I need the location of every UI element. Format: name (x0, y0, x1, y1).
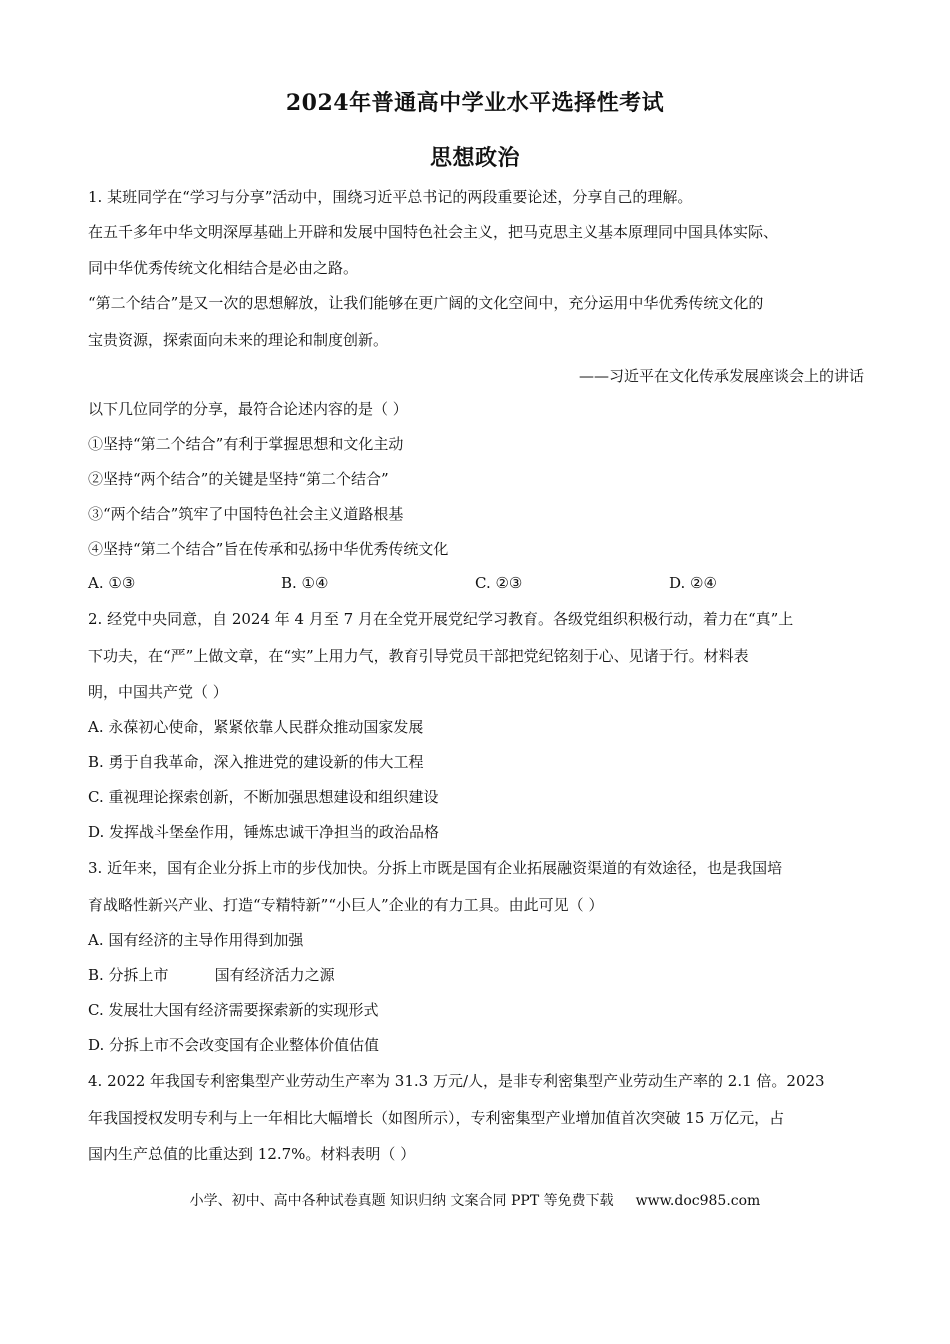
page-footer (0, 1190, 950, 1210)
q1-item-2: ②坚持“两个结合”的关键是坚持“第二个结合” (88, 470, 389, 488)
q3-option-b[interactable] (88, 964, 868, 986)
q3-option-b-part1: B. 分拆上市 (88, 966, 169, 984)
q3-option-d[interactable]: D. 分拆上市不会改变国有企业整体价值估值 (88, 1036, 380, 1054)
q4-line3: 国内生产总值的比重达到 12.7%。材料表明（ ） (88, 1145, 416, 1163)
q4-line1: 4. 2022 年我国专利密集型产业劳动生产率为 31.3 万元/人，是非专利密集型产业劳动生产率的 2.1 倍。2023 (88, 1072, 825, 1090)
q2-option-a[interactable]: A. 永葆初心使命，紧紧依靠人民群众推动国家发展 (88, 718, 424, 736)
q3-option-c[interactable]: C. 发展壮大国有经济需要探索新的实现形式 (88, 1001, 379, 1019)
q1-quote2-line1: “第二个结合”是又一次的思想解放，让我们能够在更广阔的文化空间中，充分运用中华优秀传统文化的 (88, 294, 764, 312)
q2-option-b[interactable]: B. 勇于自我革命，深入推进党的建设新的伟大工程 (88, 753, 424, 771)
q1-item-1: ①坚持“第二个结合”有利于掌握思想和文化主动 (88, 435, 404, 453)
footer-url[interactable]: www.doc985.com (635, 1193, 761, 1209)
subject-title: 思想政治 (429, 145, 520, 171)
q1-quote1-line1: 在五千多年中华文明深厚基础上开辟和发展中国特色社会主义，把马克思主义基本原理同中国具体实际、 (88, 223, 779, 241)
q1-option-a[interactable]: A. ①③ (88, 574, 136, 592)
q1-stem: 1. 某班同学在“学习与分享”活动中，围绕习近平总书记的两段重要论述，分享自己的理解。 (88, 188, 693, 206)
q1-item-3: ③“两个结合”筑牢了中国特色社会主义道路根基 (88, 505, 404, 523)
q2-option-d[interactable]: D. 发挥战斗堡垒作用，锤炼忠诚干净担当的政治品格 (88, 823, 440, 841)
q3-line2: 育战略性新兴产业、打造“专精特新”“小巨人”企业的有力工具。由此可见（ ） (88, 896, 604, 914)
q1-quote1-line2: 同中华优秀传统文化相结合是必由之路。 (88, 259, 359, 277)
q1-ask: 以下几位同学的分享，最符合论述内容的是（ ） (88, 400, 408, 418)
q3-option-b-part2: 国有经济活力之源 (214, 966, 335, 984)
q2-line2: 下功夫，在“严”上做文章，在“实”上用力气，教育引导党员干部把党纪铭刻于心、见诸于行。材料表 (88, 647, 749, 665)
exam-title: 2024年普通高中学业水平选择性考试 (285, 90, 665, 116)
q1-option-c[interactable]: C. ②③ (475, 574, 523, 592)
q2-option-c[interactable]: C. 重视理论探索创新，不断加强思想建设和组织建设 (88, 788, 439, 806)
q3-line1: 3. 近年来，国有企业分拆上市的步伐加快。分拆上市既是国有企业拓展融资渠道的有效途径，也是我国培 (88, 859, 783, 877)
q1-option-d[interactable]: D. ②④ (669, 574, 717, 592)
q1-item-4: ④坚持“第二个结合”旨在传承和弘扬中华优秀传统文化 (88, 540, 449, 558)
q1-source: ——习近平在文化传承发展座谈会上的讲话 (578, 367, 864, 385)
q1-option-b[interactable]: B. ①④ (281, 574, 329, 592)
footer-text: 小学、初中、高中各种试卷真题 知识归纳 文案合同 PPT 等免费下载 (189, 1193, 614, 1209)
q3-option-a[interactable]: A. 国有经济的主导作用得到加强 (88, 931, 304, 949)
q1-quote2-line2: 宝贵资源，探索面向未来的理论和制度创新。 (88, 331, 389, 349)
q2-line3: 明，中国共产党（ ） (88, 683, 228, 701)
q2-line1: 2. 经党中央同意，自 2024 年 4 月至 7 月在全党开展党纪学习教育。各级党组织积极行动，着力在“真”上 (88, 610, 794, 628)
q4-line2: 年我国授权发明专利与上一年相比大幅增长（如图所示），专利密集型产业增加值首次突破 15 万亿元，占 (88, 1109, 785, 1127)
